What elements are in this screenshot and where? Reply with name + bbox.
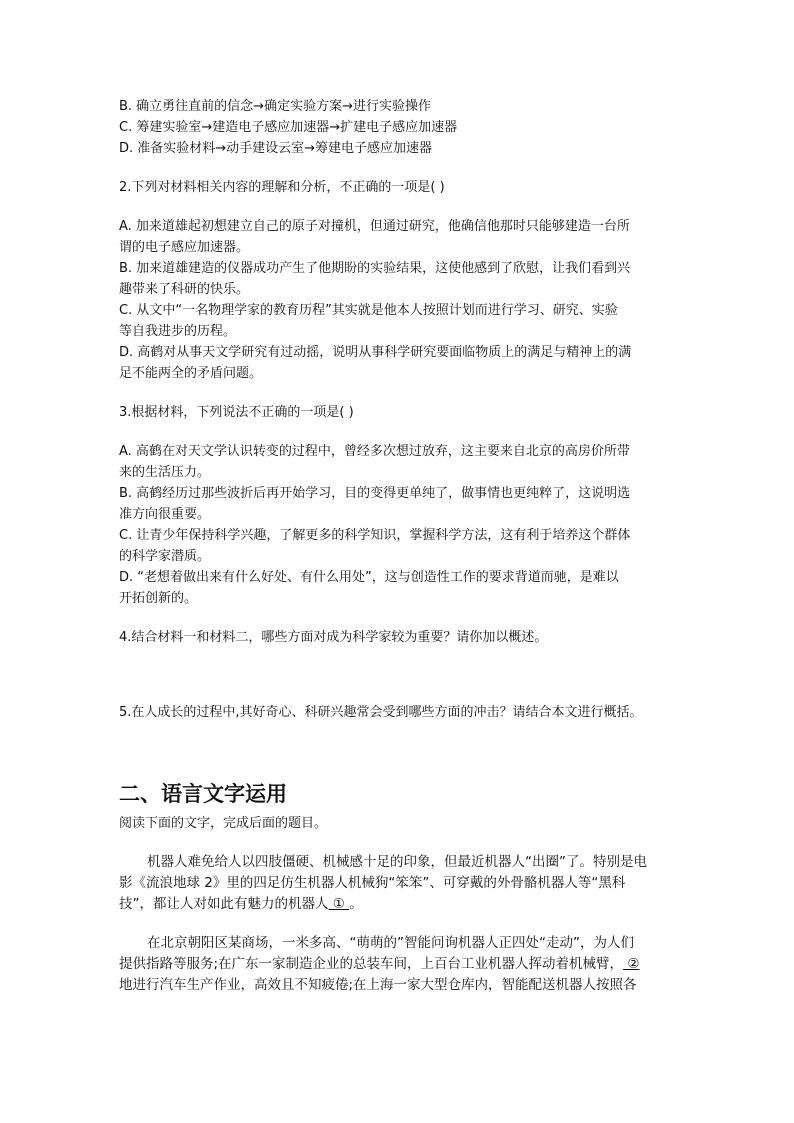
q2-option-b-line1: B. 加来道雄建造的仪器成功产生了他期盼的实验结果，这使他感到了欣慰，让我们看到兴 xyxy=(119,261,631,276)
q2-option-a-line2: 谓的电子感应加速器。 xyxy=(119,240,250,255)
q1-option-b: B. 确立勇往直前的信念→确定实验方案→进行实验操作 xyxy=(119,99,431,114)
para2-line3-suffix: 地进行汽车生产作业，高效且不知疲倦;在上海一家大型仓库内，智能配送机器人按照各 xyxy=(119,977,637,993)
q2-stem: 2.下列对材料相关内容的理解和分析，不正确的一项是( ) xyxy=(119,180,445,195)
para2-line2 xyxy=(119,954,679,975)
q1-option-d: D. 准备实验材料→动手建设云室→筹建电子感应加速器 xyxy=(119,141,433,156)
para2-line2-prefix: 提供指路等服务;在广东一家制造企业的总装车间，上百台工业机器人挥动着机械臂， xyxy=(119,956,624,972)
q2-option-c-line1: C. 从文中“一名物理学家的教育历程”其实就是他本人按照计划而进行学习、研究、实验 xyxy=(119,303,618,318)
blank-2a: ② xyxy=(623,956,640,972)
q1-option-c: C. 筹建实验室→建造电子感应加速器→扩建电子感应加速器 xyxy=(119,120,458,135)
reading-instruction: 阅读下面的文字，完成后面的题目。 xyxy=(119,816,328,831)
question-5: 5.在人成长的过程中,其好奇心、科研兴趣常会受到哪些方面的冲击？请结合本文进行概括。 xyxy=(119,705,643,720)
para2-line1: 在北京朝阳区某商场，一米多高、“萌萌的”智能问询机器人正四处“走动”，为人们 xyxy=(147,935,634,951)
para2-line3 xyxy=(119,975,679,996)
question-3 xyxy=(119,402,679,609)
q3-option-b-line1: B. 高鹤经历过那些波折后再开始学习，目的变得更单纯了，做事情也更纯粹了，这说明选 xyxy=(119,486,631,501)
q2-option-d-line2: 足不能两全的矛盾问题。 xyxy=(119,366,263,381)
document-content xyxy=(119,96,679,996)
q3-option-b-line2: 准方向很重要。 xyxy=(119,507,211,522)
q2-option-a-line1: A. 加来道雄起初想建立自己的原子对撞机，但通过研究，他确信他那时只能够建造一台所 xyxy=(119,219,630,234)
q3-option-a-line1: A. 高鹤在对天文学认识转变的过程中，曾经多次想过放弃，这主要来自北京的高房价所带 xyxy=(119,444,630,459)
question-2 xyxy=(119,177,679,384)
q2-option-d-line1: D. 高鹤对从事天文学研究有过动摇，说明从事科学研究要面临物质上的满足与精神上的满 xyxy=(119,345,632,360)
q3-option-a-line2: 来的生活压力。 xyxy=(119,465,211,480)
q2-option-c-line2: 等自我进步的历程。 xyxy=(119,324,237,339)
para1-line2: 影《流浪地球 2》里的四足仿生机器人机械狗“笨笨”、可穿戴的外骨骼机器人等“黑科 xyxy=(119,875,626,891)
paragraph-2 xyxy=(119,933,679,996)
q3-stem: 3.根据材料，下列说法不正确的一项是( ) xyxy=(119,405,354,420)
question-4: 4.结合材料一和材料二，哪些方面对成为科学家较为重要？请你加以概述。 xyxy=(119,630,548,645)
paragraph-1 xyxy=(119,852,679,915)
blank-1: ① xyxy=(328,896,350,912)
q2-option-b-line2: 趣带来了科研的快乐。 xyxy=(119,282,250,297)
q3-option-c-line2: 的科学家潜质。 xyxy=(119,549,211,564)
question-1-options xyxy=(119,96,679,159)
section-title: 二、语言文字运用 xyxy=(119,782,287,806)
para1-line3-prefix: 技”，都让人对如此有魅力的机器人 xyxy=(119,896,329,912)
para1-line1: 机器人难免给人以四肢僵硬、机械感十足的印象，但最近机器人“出圈”了。特别是电 xyxy=(147,854,647,870)
para1-line3-suffix: 。 xyxy=(349,896,363,912)
para1-line3 xyxy=(119,894,679,915)
q3-option-c-line1: C. 让青少年保持科学兴趣，了解更多的科学知识，掌握科学方法，这有利于培养这个群体 xyxy=(119,528,631,543)
q3-option-d-line2: 开拓创新的。 xyxy=(119,591,198,606)
q3-option-d-line1: D. “老想着做出来有什么好处、有什么用处”，这与创造性工作的要求背道而驰，是难以 xyxy=(119,570,619,585)
